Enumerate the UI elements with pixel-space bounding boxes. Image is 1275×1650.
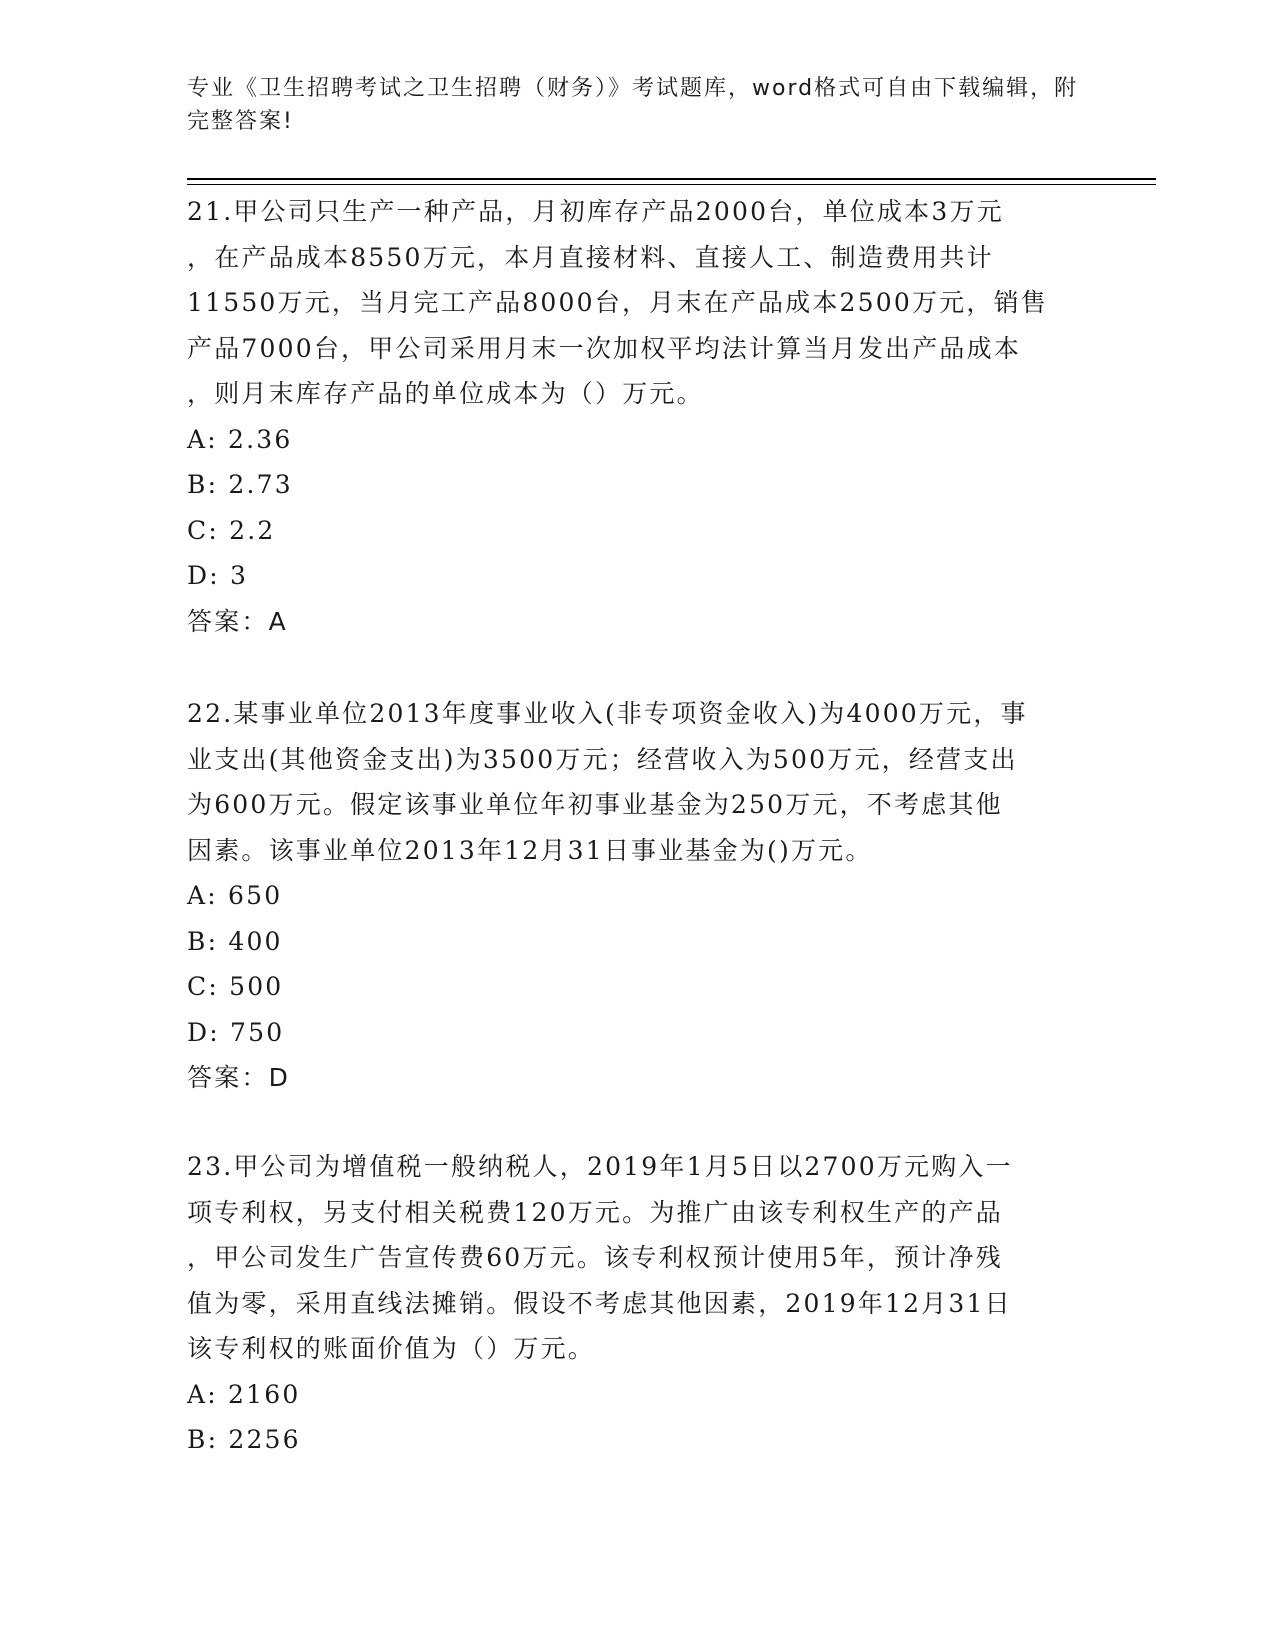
header-divider-thin	[187, 184, 1156, 185]
question-stem: 21.甲公司只生产一种产品，月初库存产品2000台，单位成本3万元 ，在产品成本8550万元，本月直接材料、直接人工、制造费用共计 11550万元，当月完工产品8000台，月末在产品成本2500万元，销售 产品7000台，甲公司采用月末一次加权平均法计算当月发出产品成本 ，则月末库存产品的单位成本为（）万元。	[187, 197, 1048, 408]
question-22	[187, 691, 1087, 1101]
question-stem: 22.某事业单位2013年度事业收入(非专项资金收入)为4000万元，事 业支出(其他资金支出)为3500万元；经营收入为500万元，经营支出 为600万元。假定该事业单位年初事业基金为250万元，不考虑其他 因素。该事业单位2013年12月31日事业基金为()万元。	[187, 699, 1028, 865]
header-divider-thick	[187, 178, 1156, 180]
header-text: 专业《卫生招聘考试之卫生招聘（财务）》考试题库，word格式可自由下载编辑，附完整答案!	[187, 76, 1079, 134]
option-b: B: 2256	[187, 1425, 301, 1454]
answer-line: 答案：D	[187, 1063, 291, 1092]
option-a: A: 650	[187, 881, 283, 910]
question-23	[187, 1144, 1087, 1463]
option-d: D: 750	[187, 1017, 285, 1047]
option-c: C: 500	[187, 972, 284, 1001]
question-stem: 23.甲公司为增值税一般纳税人，2019年1月5日以2700万元购入一 项专利权，另支付相关税费120万元。为推广由该专利权生产的产品 ，甲公司发生广告宣传费60万元。该专利权预计使用5年，预计净残 值为零，采用直线法摊销。假设不考虑其他因素，2019年12月31日 该专利权的账面价值为（）万元。	[187, 1152, 1013, 1363]
option-c: C: 2.2	[187, 515, 276, 545]
question-21	[187, 189, 1087, 644]
option-b: B: 400	[187, 926, 283, 956]
option-b: B: 2.73	[187, 470, 293, 499]
option-a: A: 2160	[187, 1379, 301, 1409]
option-d: D: 3	[187, 561, 249, 590]
document-header	[187, 72, 1087, 138]
option-a: A: 2.36	[187, 424, 293, 454]
answer-line: 答案：A	[187, 606, 288, 636]
